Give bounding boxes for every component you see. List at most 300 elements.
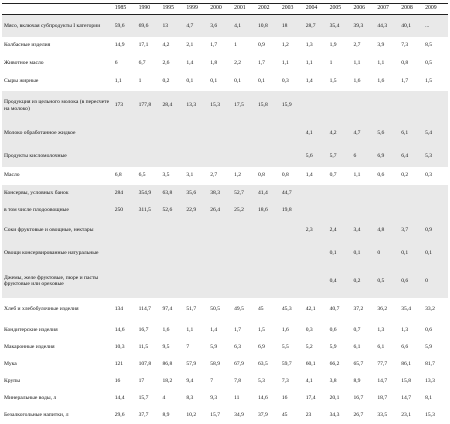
value-cell: 16: [114, 377, 121, 384]
value-cell: 1,5: [425, 78, 433, 85]
value-cell: [376, 202, 400, 219]
value-cell: 1,1: [281, 60, 289, 67]
value-cell: 5,9: [425, 343, 433, 350]
value-cell: 6,1: [400, 121, 424, 147]
value-cell: 63,5: [257, 360, 268, 367]
value-cell: 15,7: [138, 394, 149, 401]
value-cell: 34,3: [329, 411, 340, 418]
value-cell: 5,4: [424, 121, 448, 147]
table-row: [2, 265, 448, 298]
value-cell: 1,2: [281, 42, 289, 49]
value-cell: 2,2: [234, 60, 242, 67]
value-cell: 29,6: [114, 411, 125, 418]
value-cell: [233, 219, 257, 243]
value-cell: [185, 121, 209, 147]
row-label: Консервы, условных банок: [2, 185, 114, 202]
value-cell: 0,2: [162, 78, 170, 85]
value-cell: 65,7: [353, 360, 364, 367]
value-cell: 0,2: [401, 172, 409, 179]
header-cell-year: 2006: [352, 4, 376, 15]
value-cell: 10,3: [114, 343, 125, 350]
value-cell: 284: [114, 185, 138, 202]
value-cell: [114, 219, 138, 243]
header-cell-year: 2000: [209, 4, 233, 15]
value-cell: 8,9: [162, 411, 170, 418]
value-cell: 67,9: [234, 360, 244, 367]
row-label: Безалкогольные напитки, л: [4, 411, 69, 418]
value-cell: 0,6: [425, 326, 433, 333]
value-cell: 0,8: [257, 172, 265, 179]
value-cell: 42,1: [305, 306, 316, 313]
value-cell: [138, 243, 162, 265]
header-cell-year: 1985: [114, 4, 138, 15]
row-label: Овощи консервированные натуральные: [2, 243, 114, 265]
header-cell-year: 2003: [281, 4, 305, 15]
row-label: Продукты кисломолочные: [2, 147, 114, 167]
value-cell: 97,4: [162, 306, 173, 313]
value-cell: [424, 185, 448, 202]
value-cell: 4,2: [329, 121, 353, 147]
value-cell: [257, 121, 281, 147]
table-row: [2, 202, 448, 219]
value-cell: 4,8: [376, 219, 400, 243]
value-cell: 49,5: [234, 306, 244, 313]
value-cell: 134: [114, 306, 124, 313]
row-label: Хлеб и хлебобулочные изделия: [4, 306, 79, 313]
value-cell: 0,1: [329, 243, 353, 265]
row-label: Соки фруктовые и овощные, нектары: [2, 219, 114, 243]
row-label: Продукция из цельного молока (в пересчете на молоко): [2, 91, 114, 121]
row-label: Колбасные изделия: [4, 42, 51, 49]
value-cell: 52,7: [233, 185, 257, 202]
value-cell: [257, 147, 281, 167]
value-cell: [257, 243, 281, 265]
value-cell: ...: [424, 15, 448, 37]
value-cell: 15,7: [210, 411, 220, 418]
value-cell: [138, 265, 162, 298]
value-cell: 69,6: [138, 15, 162, 37]
value-cell: [185, 147, 209, 167]
value-cell: 37,7: [138, 411, 149, 418]
value-cell: 1,3: [305, 42, 313, 49]
value-cell: 6,1: [377, 343, 385, 350]
value-cell: 18,2: [162, 377, 173, 384]
value-cell: 40,7: [329, 306, 340, 313]
value-cell: [376, 91, 400, 121]
value-cell: 15,9: [281, 91, 305, 121]
value-cell: 13: [161, 15, 185, 37]
value-cell: [161, 147, 185, 167]
value-cell: 19,8: [281, 202, 305, 219]
value-cell: 0,1: [424, 243, 448, 265]
value-cell: 1,3: [401, 326, 409, 333]
value-cell: 8,3: [186, 394, 194, 401]
value-cell: 81,7: [425, 360, 435, 367]
value-cell: 0,3: [305, 326, 313, 333]
value-cell: 6,6: [401, 343, 409, 350]
value-cell: [233, 121, 257, 147]
row-label: Джемы, желе фруктовые, пюре и пасты фруктовые или ореховые: [2, 265, 114, 298]
value-cell: 63,8: [161, 185, 185, 202]
value-cell: 1,1: [114, 78, 122, 85]
value-cell: 66,2: [329, 360, 340, 367]
value-cell: 1,7: [210, 42, 218, 49]
row-label: Сыры жирные: [4, 78, 39, 85]
value-cell: 311,5: [138, 202, 162, 219]
value-cell: 173: [114, 91, 138, 121]
value-cell: [138, 147, 162, 167]
value-cell: 4,7: [185, 15, 209, 37]
value-cell: 121: [114, 360, 124, 367]
value-cell: 4,1: [233, 15, 257, 37]
value-cell: 2,7: [210, 172, 218, 179]
value-cell: [400, 202, 424, 219]
value-cell: 1,6: [377, 78, 385, 85]
value-cell: 2,6: [162, 60, 170, 67]
value-cell: 17,1: [138, 42, 149, 49]
table-row: [2, 243, 448, 265]
value-cell: 1,4: [210, 326, 218, 333]
value-cell: 6,3: [234, 343, 242, 350]
table-row: [2, 219, 448, 243]
value-cell: 8,9: [353, 377, 361, 384]
value-cell: [376, 185, 400, 202]
value-cell: 3,4: [352, 219, 376, 243]
value-cell: 20,1: [329, 394, 340, 401]
value-cell: 45: [281, 411, 288, 418]
value-cell: 14,9: [114, 42, 125, 49]
value-cell: 1,1: [377, 60, 385, 67]
value-cell: 5,6: [305, 147, 329, 167]
value-cell: 6,9: [257, 343, 265, 350]
value-cell: 86,1: [401, 360, 411, 367]
value-cell: 3,1: [186, 172, 194, 179]
value-cell: 77,7: [377, 360, 388, 367]
value-cell: 60,1: [305, 360, 316, 367]
value-cell: 1,1: [305, 60, 313, 67]
value-cell: 6,5: [138, 172, 146, 179]
table-row: [2, 356, 448, 373]
value-cell: 14,7: [401, 394, 411, 401]
header-cell-year: 2004: [305, 4, 329, 15]
value-cell: 0,4: [329, 265, 353, 298]
value-cell: 35,6: [185, 185, 209, 202]
header-cell-year: 1999: [185, 4, 209, 15]
value-cell: [114, 147, 138, 167]
value-cell: 5,3: [257, 377, 265, 384]
value-cell: 16,7: [353, 394, 364, 401]
value-cell: 2,1: [186, 42, 194, 49]
value-cell: 0: [424, 265, 448, 298]
value-cell: 1,2: [234, 172, 242, 179]
value-cell: 3,8: [329, 377, 337, 384]
value-cell: 4,7: [352, 121, 376, 147]
table-row: [2, 73, 448, 91]
header-cell-name: [2, 4, 114, 15]
value-cell: 0,3: [425, 172, 433, 179]
value-cell: 14,6: [257, 394, 268, 401]
value-cell: [138, 121, 162, 147]
value-cell: 1,1: [353, 60, 361, 67]
value-cell: [424, 202, 448, 219]
value-cell: [352, 202, 376, 219]
table-row: [2, 322, 448, 339]
table-row: [2, 298, 448, 322]
value-cell: [257, 265, 281, 298]
value-cell: 177,8: [138, 91, 162, 121]
value-cell: 3,6: [209, 15, 233, 37]
value-cell: 34,9: [234, 411, 244, 418]
row-label: Молоко обработанное жидкое: [2, 121, 114, 147]
value-cell: 13,3: [425, 377, 435, 384]
value-cell: 1,4: [305, 78, 313, 85]
value-cell: [185, 243, 209, 265]
value-cell: 0,1: [400, 243, 424, 265]
row-label: Животное масло: [4, 60, 44, 67]
value-cell: 15,8: [257, 91, 281, 121]
row-label: Минеральные воды, л: [4, 394, 57, 401]
value-cell: 37,2: [353, 306, 364, 313]
value-cell: 0,7: [329, 172, 337, 179]
value-cell: 0,6: [377, 172, 385, 179]
value-cell: 0,6: [400, 265, 424, 298]
value-cell: 1,6: [353, 78, 361, 85]
value-cell: 45: [257, 306, 264, 313]
value-cell: 38,3: [209, 185, 233, 202]
value-cell: 14,4: [114, 394, 125, 401]
value-cell: [281, 147, 305, 167]
table-row: [2, 339, 448, 356]
value-cell: [185, 219, 209, 243]
value-cell: 16: [281, 394, 288, 401]
value-cell: 1,7: [257, 60, 265, 67]
value-cell: 15,8: [401, 377, 411, 384]
value-cell: 0,5: [425, 60, 433, 67]
value-cell: [329, 91, 353, 121]
value-cell: 4,2: [162, 42, 170, 49]
value-cell: 14,7: [377, 377, 388, 384]
value-cell: 40,1: [400, 15, 424, 37]
value-cell: [305, 185, 329, 202]
value-cell: 0,6: [329, 326, 337, 333]
value-cell: 11,5: [138, 343, 149, 350]
value-cell: 0,7: [353, 326, 361, 333]
value-cell: [114, 265, 138, 298]
header-cell-year: 1990: [138, 4, 162, 15]
value-cell: 3,9: [377, 42, 385, 49]
value-cell: 23: [305, 411, 312, 418]
value-cell: 26,4: [209, 202, 233, 219]
value-cell: 0: [376, 243, 400, 265]
value-cell: 37,9: [257, 411, 268, 418]
value-cell: 7,3: [401, 42, 409, 49]
value-cell: [138, 219, 162, 243]
value-cell: 0,8: [281, 172, 289, 179]
value-cell: 33,5: [377, 411, 388, 418]
value-cell: 41,4: [257, 185, 281, 202]
header-cell-year: 2007: [376, 4, 400, 15]
value-cell: 9,3: [210, 394, 218, 401]
value-cell: 7: [186, 343, 190, 350]
header-cell-year: 2009: [424, 4, 448, 15]
table-row: [2, 185, 448, 202]
header-cell-year: 2008: [400, 4, 424, 15]
value-cell: [424, 91, 448, 121]
value-cell: [161, 219, 185, 243]
value-cell: 13,3: [185, 91, 209, 121]
value-cell: 1,6: [162, 326, 170, 333]
value-cell: 10,8: [257, 15, 281, 37]
table-row: [2, 407, 448, 424]
value-cell: 1,5: [329, 78, 337, 85]
value-cell: [281, 219, 305, 243]
value-cell: 35,4: [401, 306, 411, 313]
value-cell: 28,4: [161, 91, 185, 121]
value-cell: [161, 265, 185, 298]
value-cell: 6,7: [138, 60, 146, 67]
value-cell: 0,1: [210, 78, 218, 85]
value-cell: [352, 185, 376, 202]
value-cell: 8,1: [425, 394, 433, 401]
value-cell: 18,7: [377, 394, 388, 401]
value-cell: [233, 265, 257, 298]
value-cell: 9,5: [162, 343, 170, 350]
value-cell: 35,4: [329, 15, 353, 37]
value-cell: [209, 219, 233, 243]
value-cell: 6,1: [353, 343, 361, 350]
value-cell: 1,9: [329, 42, 337, 49]
value-cell: 1,5: [257, 326, 265, 333]
value-cell: 4: [162, 394, 166, 401]
header-cell-year: 2002: [257, 4, 281, 15]
table-row: [2, 167, 448, 185]
value-cell: [209, 243, 233, 265]
table-row: [2, 91, 448, 121]
data-table-container: [2, 3, 448, 424]
value-cell: 2,4: [329, 219, 353, 243]
value-cell: 44,7: [281, 185, 305, 202]
value-cell: 15,3: [425, 411, 435, 418]
value-cell: 5,3: [424, 147, 448, 167]
row-label: Масло: [4, 172, 20, 179]
value-cell: 4,1: [305, 377, 313, 384]
row-label: Кондитерские изделия: [4, 326, 58, 333]
value-cell: 1: [234, 42, 237, 49]
row-label: Мясо, включая субпродукты I категории: [2, 15, 114, 37]
row-label: Крупы: [4, 377, 21, 384]
table-row: [2, 15, 448, 37]
value-cell: 1,1: [186, 326, 194, 333]
value-cell: 1,4: [186, 60, 194, 67]
value-cell: [281, 121, 305, 147]
value-cell: 1: [138, 78, 142, 85]
table-row: [2, 390, 448, 407]
value-cell: 51,7: [186, 306, 197, 313]
value-cell: 7,3: [281, 377, 289, 384]
value-cell: 0,1: [234, 78, 242, 85]
value-cell: 0,9: [257, 42, 265, 49]
value-cell: 0,1: [257, 78, 265, 85]
value-cell: 5,5: [281, 343, 289, 350]
value-cell: 7,8: [234, 377, 242, 384]
value-cell: 5,9: [329, 343, 337, 350]
value-cell: 3,7: [400, 219, 424, 243]
value-cell: [305, 265, 329, 298]
value-cell: [329, 185, 353, 202]
value-cell: 44,3: [376, 15, 400, 37]
value-cell: 11: [234, 394, 240, 401]
value-cell: 1,6: [281, 326, 289, 333]
value-cell: [185, 265, 209, 298]
value-cell: 1,8: [210, 60, 218, 67]
value-cell: 5,2: [305, 343, 313, 350]
value-cell: 15,3: [209, 91, 233, 121]
value-cell: 6: [352, 147, 376, 167]
value-cell: 17,5: [233, 91, 257, 121]
value-cell: 18,6: [257, 202, 281, 219]
value-cell: 58,9: [210, 360, 220, 367]
table-row: [2, 373, 448, 390]
table-row: [2, 147, 448, 167]
value-cell: [114, 121, 138, 147]
value-cell: 2,7: [353, 42, 361, 49]
value-cell: [400, 91, 424, 121]
value-cell: 6,4: [400, 147, 424, 167]
value-cell: 107,8: [138, 360, 152, 367]
value-cell: 4,1: [305, 121, 329, 147]
header-cell-year: 2001: [233, 4, 257, 15]
value-cell: 1,7: [234, 326, 242, 333]
value-cell: 5,6: [376, 121, 400, 147]
value-cell: 1,1: [353, 172, 361, 179]
value-cell: 5,9: [210, 343, 218, 350]
value-cell: 1,4: [305, 172, 313, 179]
value-cell: 6,9: [376, 147, 400, 167]
value-cell: 0,8: [401, 60, 409, 67]
value-cell: 1: [329, 60, 333, 67]
value-cell: 33,2: [425, 306, 435, 313]
value-cell: 5,7: [329, 147, 353, 167]
value-cell: 52,6: [161, 202, 185, 219]
value-cell: 0,3: [281, 78, 289, 85]
value-cell: 6: [114, 60, 118, 67]
value-cell: [305, 91, 329, 121]
value-cell: 17,4: [305, 394, 316, 401]
value-cell: 59,7: [281, 360, 292, 367]
value-cell: 8,5: [425, 42, 433, 49]
value-cell: 17: [138, 377, 145, 384]
value-cell: 26,7: [353, 411, 364, 418]
table-body: [2, 15, 448, 424]
value-cell: 50,5: [210, 306, 220, 313]
value-cell: [209, 265, 233, 298]
header-cell-year: 1995: [161, 4, 185, 15]
value-cell: [257, 219, 281, 243]
value-cell: [233, 147, 257, 167]
value-cell: 45,3: [281, 306, 292, 313]
value-cell: 10,2: [186, 411, 197, 418]
value-cell: 0,1: [186, 78, 194, 85]
value-cell: [233, 243, 257, 265]
value-cell: [305, 202, 329, 219]
table-header-row: [2, 4, 448, 15]
value-cell: 36,2: [377, 306, 388, 313]
value-cell: 2,3: [305, 219, 329, 243]
production-table: [2, 3, 448, 424]
row-label: Мука: [4, 360, 17, 367]
value-cell: [161, 121, 185, 147]
value-cell: 14,6: [114, 326, 125, 333]
